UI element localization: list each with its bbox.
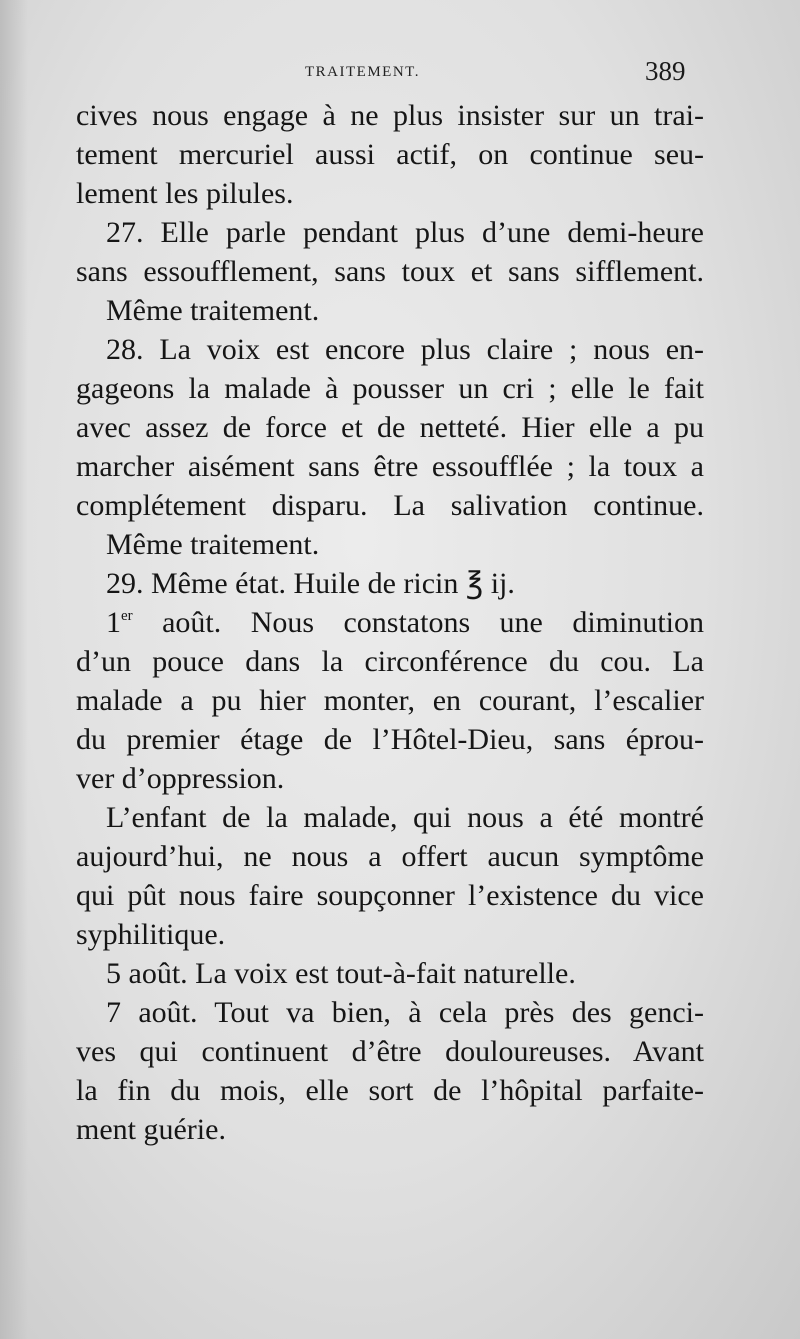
ordinal-superscript: er [121, 608, 133, 624]
text-line: 7 août. Tout va bien, à cela près des genci- [106, 996, 704, 1029]
text-line: avec assez de force et de netteté. Hier elle a pu [76, 411, 704, 444]
text-line: qui pût nous faire soupçonner l’existence du vice [76, 879, 704, 912]
text-line: aujourd’hui, ne nous a offert aucun symptôme [76, 840, 704, 873]
text-line [76, 603, 704, 642]
text-line: Même traitement. [106, 528, 320, 561]
text-line: la fin du mois, elle sort de l’hôpital parfaite- [76, 1074, 704, 1107]
text-line: ment guérie. [76, 1113, 226, 1146]
text-line: L’enfant de la malade, qui nous a été montré [106, 801, 704, 834]
text-line: Même traitement. [106, 294, 320, 327]
date-number: 1 [106, 606, 121, 639]
text-line: 29. Même état. Huile de ricin ℥ ij. [106, 567, 515, 600]
text-line: 28. La voix est encore plus claire ; nous en- [106, 333, 704, 366]
text-line: du premier étage de l’Hôtel-Dieu, sans éprou- [76, 723, 704, 756]
text-line: tement mercuriel aussi actif, on continue seu- [76, 138, 704, 171]
text-line-rest: août. Nous constatons une diminution [132, 606, 704, 639]
text-line: cives nous engage à ne plus insister sur un trai- [76, 99, 704, 132]
text-line: 27. Elle parle pendant plus d’une demi-heure [106, 216, 704, 249]
text-line: syphilitique. [76, 918, 226, 951]
text-line: ver d’oppression. [76, 762, 285, 795]
text-line: marcher aisément sans être essoufflée ; la toux a [76, 450, 704, 483]
running-title: TRAITEMENT. [305, 64, 420, 80]
text-line: complétement disparu. La salivation continue. [76, 489, 704, 522]
text-line: 5 août. La voix est tout-à-fait naturelle. [106, 957, 576, 990]
text-line: lement les pilules. [76, 177, 294, 210]
text-line: ves qui continuent d’être douloureuses. Avant [76, 1035, 704, 1068]
page-gutter-shadow [0, 0, 28, 1339]
text-line: sans essoufflement, sans toux et sans sifflement. [76, 255, 704, 288]
page-number: 389 [645, 56, 686, 86]
body-text [76, 96, 704, 1149]
text-line: malade a pu hier monter, en courant, l’escalier [76, 684, 704, 717]
running-head [0, 56, 800, 92]
text-line: gageons la malade à pousser un cri ; elle le fait [76, 372, 704, 405]
text-line: d’un pouce dans la circonférence du cou. La [76, 645, 704, 678]
